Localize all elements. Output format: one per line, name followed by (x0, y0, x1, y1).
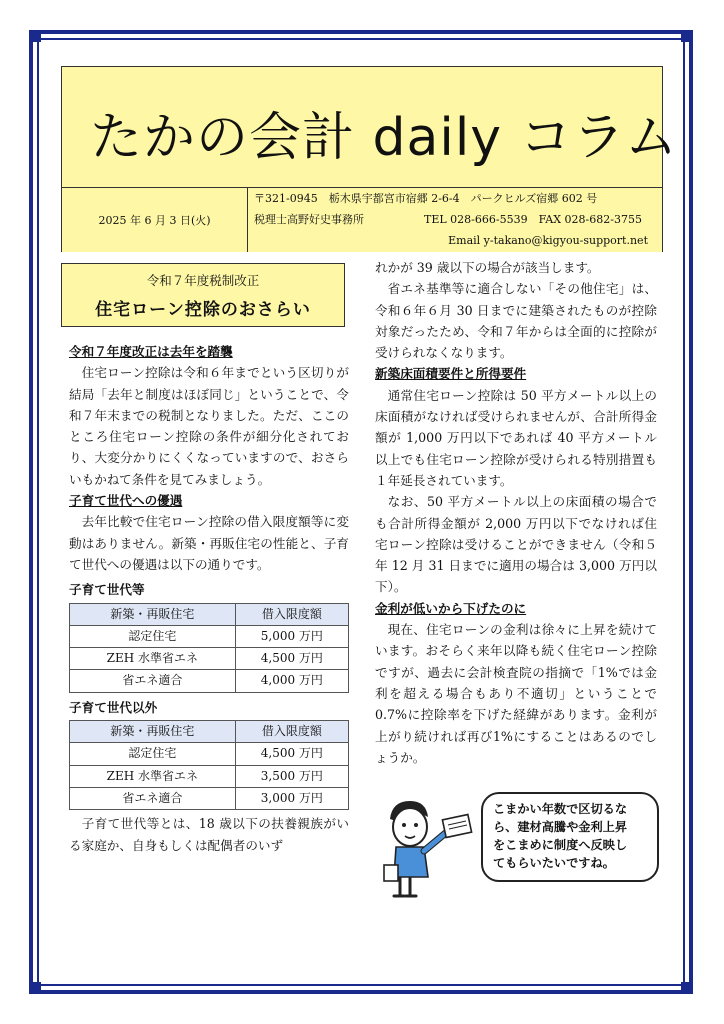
table-header: 借入限度額 (235, 603, 348, 625)
table-cell: 認定住宅 (70, 743, 236, 765)
right-column (375, 257, 657, 768)
paragraph: 子育て世代等とは、18 歳以下の扶養親族がいる家庭か、自身もしくは配偶者のいず (69, 816, 349, 853)
paragraph: 通常住宅ローン控除は 50 平方メートル以上の床面積がなければ受けられませんが、合計所得金額が 1,000 万円以下であれば 40 平方メートル以上でも住宅ローン控除が受けられる特別措置も１年延長されています。 (375, 387, 657, 488)
table-cell: 認定住宅 (70, 625, 236, 647)
bubble-line: こまかい年数で区切るな (493, 802, 628, 816)
table-header: 新築・再販住宅 (70, 603, 236, 625)
paragraph: れかが 39 歳以下の場合が該当します。 (375, 260, 600, 275)
column-title: たかの会計 daily コラム (90, 108, 679, 168)
paragraph: 住宅ローン控除は令和６年までという区切りが結局「去年と制度はほぼ同じ」ということで、令和７年末までの税制となりました。ただ、ここのところ住宅ローン控除の条件が細分化されており、大変分かりにくくなっていますので、おさらいもかねて条件を見てみましょう。 (69, 365, 349, 487)
office-info (248, 188, 662, 252)
bubble-line: てもらいたいですね。 (493, 856, 615, 870)
table-cell: 4,500 万円 (235, 648, 348, 670)
left-column (69, 341, 349, 856)
table-row (70, 670, 349, 692)
table-header: 新築・再販住宅 (70, 721, 236, 743)
table-row (70, 765, 349, 787)
corner-ornament (29, 982, 41, 994)
table-caption: 子育て世代等 (69, 582, 145, 598)
paragraph: なお、50 平方メートル以上の床面積の場合でも合計所得金額が 2,000 万円以下でなければ住宅ローン控除は受けることができません（令和５年 12 月 31 日までに適用の場合は 3,000 万円以下）。 (375, 494, 657, 595)
corner-ornament (29, 30, 41, 42)
issue-date: 2025 年 6 月 3 日(火) (62, 188, 248, 252)
section-heading: 子育て世代への優遇 (69, 493, 183, 509)
table-header: 借入限度額 (235, 721, 348, 743)
loan-limit-table-childrearing (69, 603, 349, 693)
title-box (62, 67, 679, 188)
table-cell: 3,500 万円 (235, 765, 348, 787)
loan-limit-table-other (69, 720, 349, 810)
masthead (61, 66, 679, 252)
table-row (70, 787, 349, 809)
office-contact-row (254, 209, 662, 230)
table-cell: 省エネ適合 (70, 670, 236, 692)
table-row (70, 743, 349, 765)
man-holding-document-illustration (378, 795, 488, 900)
table-cell: 4,500 万円 (235, 743, 348, 765)
speech-bubble (481, 792, 659, 882)
office-email: Email y-takano@kigyou-support.net (448, 234, 648, 247)
section-heading: 金利が低いから下げたのに (375, 600, 527, 616)
table-caption: 子育て世代以外 (69, 699, 158, 715)
bubble-line: をこまめに制度へ反映し (493, 838, 628, 852)
table-cell: 3,000 万円 (235, 787, 348, 809)
corner-ornament (681, 30, 693, 42)
table-row (70, 648, 349, 670)
table-row (70, 625, 349, 647)
table-header-row (70, 603, 349, 625)
topic-subtitle: 令和７年度税制改正 (146, 273, 260, 288)
table-cell: 4,000 万円 (235, 670, 348, 692)
section-heading: 令和７年度改正は去年を踏襲 (69, 344, 233, 359)
office-name: 税理士高野好史事務所 (254, 213, 364, 226)
topic-box (61, 263, 345, 327)
bubble-line: ら、建材高騰や金利上昇 (493, 820, 628, 834)
table-cell: 5,000 万円 (235, 625, 348, 647)
paragraph: 現在、住宅ローンの金利は徐々に上昇を続けています。おそらく来年以降も続く住宅ローン控除ですが、過去に会計検査院の指摘で「1%では金利を超える場合もあり不適切」ということで 0.7%に控除率を下げた経緯があります。金利が上がり続ければ再び1%にすることはあるのでしょうか。 (375, 622, 657, 765)
table-cell: ZEH 水準省エネ (70, 648, 236, 670)
paragraph: 省エネ基準等に適合しない「その他住宅」は、令和６年６月 30 日までに建築されたものが控除対象だったため、令和７年からは全面的に控除が受けられなくなります。 (375, 281, 657, 361)
office-address: 〒321-0945 栃木県宇都宮市宿郷 2-6-4 パークヒルズ宿郷 602 号 (254, 192, 598, 205)
section-heading: 新築床面積要件と所得要件 (375, 366, 527, 382)
table-header-row (70, 721, 349, 743)
table-cell: 省エネ適合 (70, 787, 236, 809)
paragraph: 去年比較で住宅ローン控除の借入限度額等に変動はありません。新築・再販住宅の性能と、子育て世代への優遇は以下の通りです。 (69, 514, 349, 572)
topic-title: 住宅ローン控除のおさらい (95, 300, 311, 320)
office-tel-fax: TEL 028-666-5539 FAX 028-682-3755 (424, 213, 642, 226)
table-cell: ZEH 水準省エネ (70, 765, 236, 787)
corner-ornament (681, 982, 693, 994)
